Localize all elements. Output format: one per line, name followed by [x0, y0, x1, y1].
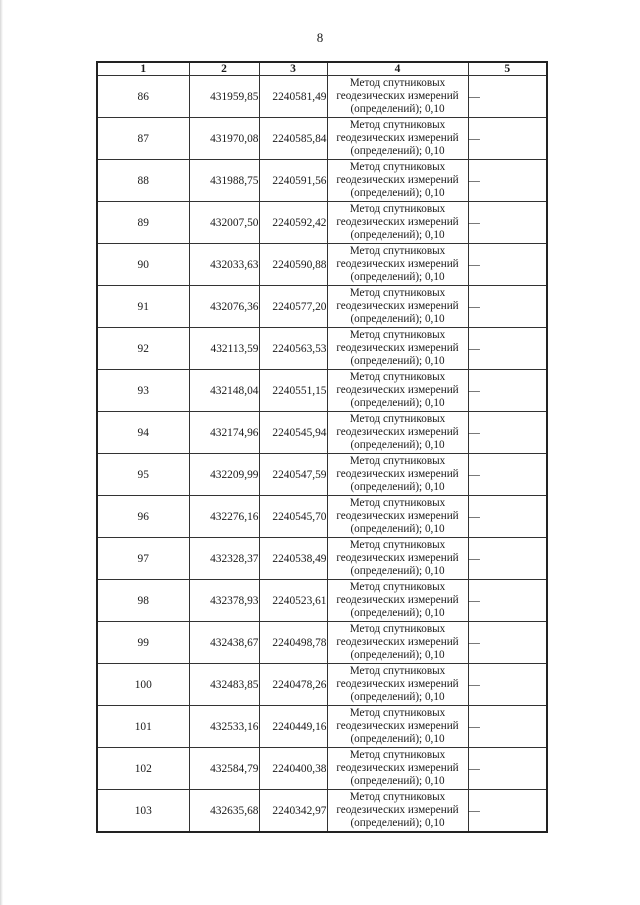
method-text-line: (определений); 0,10 — [350, 691, 445, 703]
point-number: 102 — [97, 748, 189, 790]
coordinate-y: 2240449,16 — [259, 706, 327, 748]
method-cell — [327, 370, 468, 412]
method-text-line: (определений); 0,10 — [350, 355, 445, 367]
column-header-3: 3 — [259, 62, 327, 76]
method-cell — [327, 454, 468, 496]
point-number: 93 — [97, 370, 189, 412]
table-row — [97, 412, 547, 454]
point-number: 92 — [97, 328, 189, 370]
method-text-line: геодезических измерений — [336, 216, 459, 228]
note-cell: — — [468, 538, 547, 580]
point-number: 96 — [97, 496, 189, 538]
note-cell: — — [468, 328, 547, 370]
point-number: 89 — [97, 202, 189, 244]
note-cell: — — [468, 790, 547, 833]
method-cell — [327, 76, 468, 118]
column-header-2: 2 — [189, 62, 259, 76]
coordinate-y: 2240551,15 — [259, 370, 327, 412]
method-text-line: (определений); 0,10 — [350, 733, 445, 745]
note-cell: — — [468, 706, 547, 748]
coordinate-y: 2240545,94 — [259, 412, 327, 454]
method-text-line: Метод спутниковых — [349, 77, 446, 89]
coordinate-x: 432033,63 — [189, 244, 259, 286]
note-cell: — — [468, 412, 547, 454]
method-text-line: Метод спутниковых — [349, 749, 446, 761]
method-text-line: Метод спутниковых — [349, 665, 446, 677]
coordinate-x: 432533,16 — [189, 706, 259, 748]
point-number: 91 — [97, 286, 189, 328]
coordinate-x: 432174,96 — [189, 412, 259, 454]
note-cell: — — [468, 286, 547, 328]
method-text-line: Метод спутниковых — [349, 707, 446, 719]
note-cell: — — [468, 622, 547, 664]
coordinate-x: 432148,04 — [189, 370, 259, 412]
method-text-line: (определений); 0,10 — [350, 481, 445, 493]
method-text-line: Метод спутниковых — [349, 161, 446, 173]
coordinate-x: 432438,67 — [189, 622, 259, 664]
method-text-line: геодезических измерений — [336, 426, 459, 438]
table-row — [97, 622, 547, 664]
coordinate-x: 432584,79 — [189, 748, 259, 790]
method-text-line: Метод спутниковых — [349, 245, 446, 257]
table-row — [97, 580, 547, 622]
point-number: 100 — [97, 664, 189, 706]
method-cell — [327, 706, 468, 748]
method-text-line: геодезических измерений — [336, 594, 459, 606]
table-row — [97, 202, 547, 244]
coordinate-x: 432483,85 — [189, 664, 259, 706]
note-cell: — — [468, 664, 547, 706]
method-text-line: Метод спутниковых — [349, 287, 446, 299]
method-cell — [327, 118, 468, 160]
method-text-line: геодезических измерений — [336, 510, 459, 522]
method-text-line: (определений); 0,10 — [350, 313, 445, 325]
method-text-line: геодезических измерений — [336, 90, 459, 102]
method-cell — [327, 202, 468, 244]
method-cell — [327, 496, 468, 538]
coordinate-y: 2240577,20 — [259, 286, 327, 328]
coordinate-y: 2240342,97 — [259, 790, 327, 833]
method-text-line: геодезических измерений — [336, 132, 459, 144]
point-number: 101 — [97, 706, 189, 748]
method-text-line: Метод спутниковых — [349, 497, 446, 509]
coordinate-y: 2240591,56 — [259, 160, 327, 202]
coordinate-y: 2240590,88 — [259, 244, 327, 286]
method-cell — [327, 412, 468, 454]
method-text-line: Метод спутниковых — [349, 791, 446, 803]
coordinate-x: 432113,59 — [189, 328, 259, 370]
method-cell — [327, 538, 468, 580]
method-text-line: (определений); 0,10 — [350, 607, 445, 619]
method-cell — [327, 664, 468, 706]
table-row — [97, 160, 547, 202]
method-text-line: (определений); 0,10 — [350, 649, 445, 661]
note-cell: — — [468, 454, 547, 496]
method-text-line: геодезических измерений — [336, 720, 459, 732]
method-text-line: Метод спутниковых — [349, 455, 446, 467]
method-cell — [327, 160, 468, 202]
method-text-line: Метод спутниковых — [349, 371, 446, 383]
coordinate-y: 2240585,84 — [259, 118, 327, 160]
coordinate-x: 431988,75 — [189, 160, 259, 202]
note-cell: — — [468, 244, 547, 286]
coordinate-y: 2240478,26 — [259, 664, 327, 706]
coordinate-x: 431970,08 — [189, 118, 259, 160]
table-row — [97, 706, 547, 748]
method-text-line: геодезических измерений — [336, 552, 459, 564]
method-text-line: геодезических измерений — [336, 468, 459, 480]
method-text-line: (определений); 0,10 — [350, 439, 445, 451]
method-text-line: (определений); 0,10 — [350, 271, 445, 283]
method-text-line: геодезических измерений — [336, 636, 459, 648]
coordinate-x: 432209,99 — [189, 454, 259, 496]
method-text-line: (определений); 0,10 — [350, 817, 445, 829]
table-row — [97, 76, 547, 118]
point-number: 86 — [97, 76, 189, 118]
point-number: 97 — [97, 538, 189, 580]
method-text-line: (определений); 0,10 — [350, 187, 445, 199]
column-header-1: 1 — [97, 62, 189, 76]
table-row — [97, 370, 547, 412]
table-row — [97, 286, 547, 328]
table-row — [97, 244, 547, 286]
point-number: 99 — [97, 622, 189, 664]
coordinate-y: 2240581,49 — [259, 76, 327, 118]
method-cell — [327, 790, 468, 833]
method-text-line: геодезических измерений — [336, 762, 459, 774]
method-text-line: (определений); 0,10 — [350, 775, 445, 787]
method-text-line: геодезических измерений — [336, 300, 459, 312]
coordinate-y: 2240400,38 — [259, 748, 327, 790]
method-cell — [327, 328, 468, 370]
coordinate-x: 432635,68 — [189, 790, 259, 833]
table-row — [97, 538, 547, 580]
coordinate-x: 431959,85 — [189, 76, 259, 118]
coordinates-table — [96, 61, 548, 833]
table-row — [97, 454, 547, 496]
table-body — [97, 76, 547, 833]
point-number: 88 — [97, 160, 189, 202]
coordinate-y: 2240538,49 — [259, 538, 327, 580]
table-row — [97, 664, 547, 706]
note-cell: — — [468, 748, 547, 790]
method-cell — [327, 286, 468, 328]
note-cell: — — [468, 496, 547, 538]
method-text-line: геодезических измерений — [336, 678, 459, 690]
table-row — [97, 790, 547, 833]
method-text-line: Метод спутниковых — [349, 413, 446, 425]
method-text-line: геодезических измерений — [336, 384, 459, 396]
table-row — [97, 496, 547, 538]
method-text-line: (определений); 0,10 — [350, 103, 445, 115]
page-number: 8 — [316, 30, 324, 45]
method-text-line: (определений); 0,10 — [350, 145, 445, 157]
method-text-line: Метод спутниковых — [349, 539, 446, 551]
method-cell — [327, 748, 468, 790]
coordinate-y: 2240523,61 — [259, 580, 327, 622]
table-row — [97, 748, 547, 790]
point-number: 103 — [97, 790, 189, 833]
coordinate-y: 2240545,70 — [259, 496, 327, 538]
note-cell: — — [468, 580, 547, 622]
point-number: 98 — [97, 580, 189, 622]
method-text-line: Метод спутниковых — [349, 203, 446, 215]
scan-edge-shadow — [0, 0, 3, 905]
coordinate-y: 2240563,53 — [259, 328, 327, 370]
note-cell: — — [468, 76, 547, 118]
coordinate-y: 2240547,59 — [259, 454, 327, 496]
method-text-line: геодезических измерений — [336, 258, 459, 270]
method-text-line: (определений); 0,10 — [350, 523, 445, 535]
table-row — [97, 328, 547, 370]
method-cell — [327, 580, 468, 622]
column-header-5: 5 — [468, 62, 547, 76]
note-cell: — — [468, 370, 547, 412]
method-text-line: Метод спутниковых — [349, 119, 446, 131]
coordinate-x: 432076,36 — [189, 286, 259, 328]
coordinate-x: 432007,50 — [189, 202, 259, 244]
coordinate-y: 2240592,42 — [259, 202, 327, 244]
method-text-line: геодезических измерений — [336, 804, 459, 816]
note-cell: — — [468, 202, 547, 244]
method-text-line: геодезических измерений — [336, 342, 459, 354]
note-cell: — — [468, 118, 547, 160]
point-number: 94 — [97, 412, 189, 454]
point-number: 95 — [97, 454, 189, 496]
method-text-line: Метод спутниковых — [349, 329, 446, 341]
column-header-4: 4 — [327, 62, 468, 76]
method-text-line: (определений); 0,10 — [350, 397, 445, 409]
point-number: 87 — [97, 118, 189, 160]
method-text-line: Метод спутниковых — [349, 623, 446, 635]
method-text-line: геодезических измерений — [336, 174, 459, 186]
coordinate-y: 2240498,78 — [259, 622, 327, 664]
table-row — [97, 118, 547, 160]
method-text-line: Метод спутниковых — [349, 581, 446, 593]
coordinate-x: 432378,93 — [189, 580, 259, 622]
method-cell — [327, 622, 468, 664]
table-header-row — [97, 62, 547, 76]
method-text-line: (определений); 0,10 — [350, 565, 445, 577]
coordinate-x: 432276,16 — [189, 496, 259, 538]
note-cell: — — [468, 160, 547, 202]
point-number: 90 — [97, 244, 189, 286]
coordinate-x: 432328,37 — [189, 538, 259, 580]
method-text-line: (определений); 0,10 — [350, 229, 445, 241]
method-cell — [327, 244, 468, 286]
